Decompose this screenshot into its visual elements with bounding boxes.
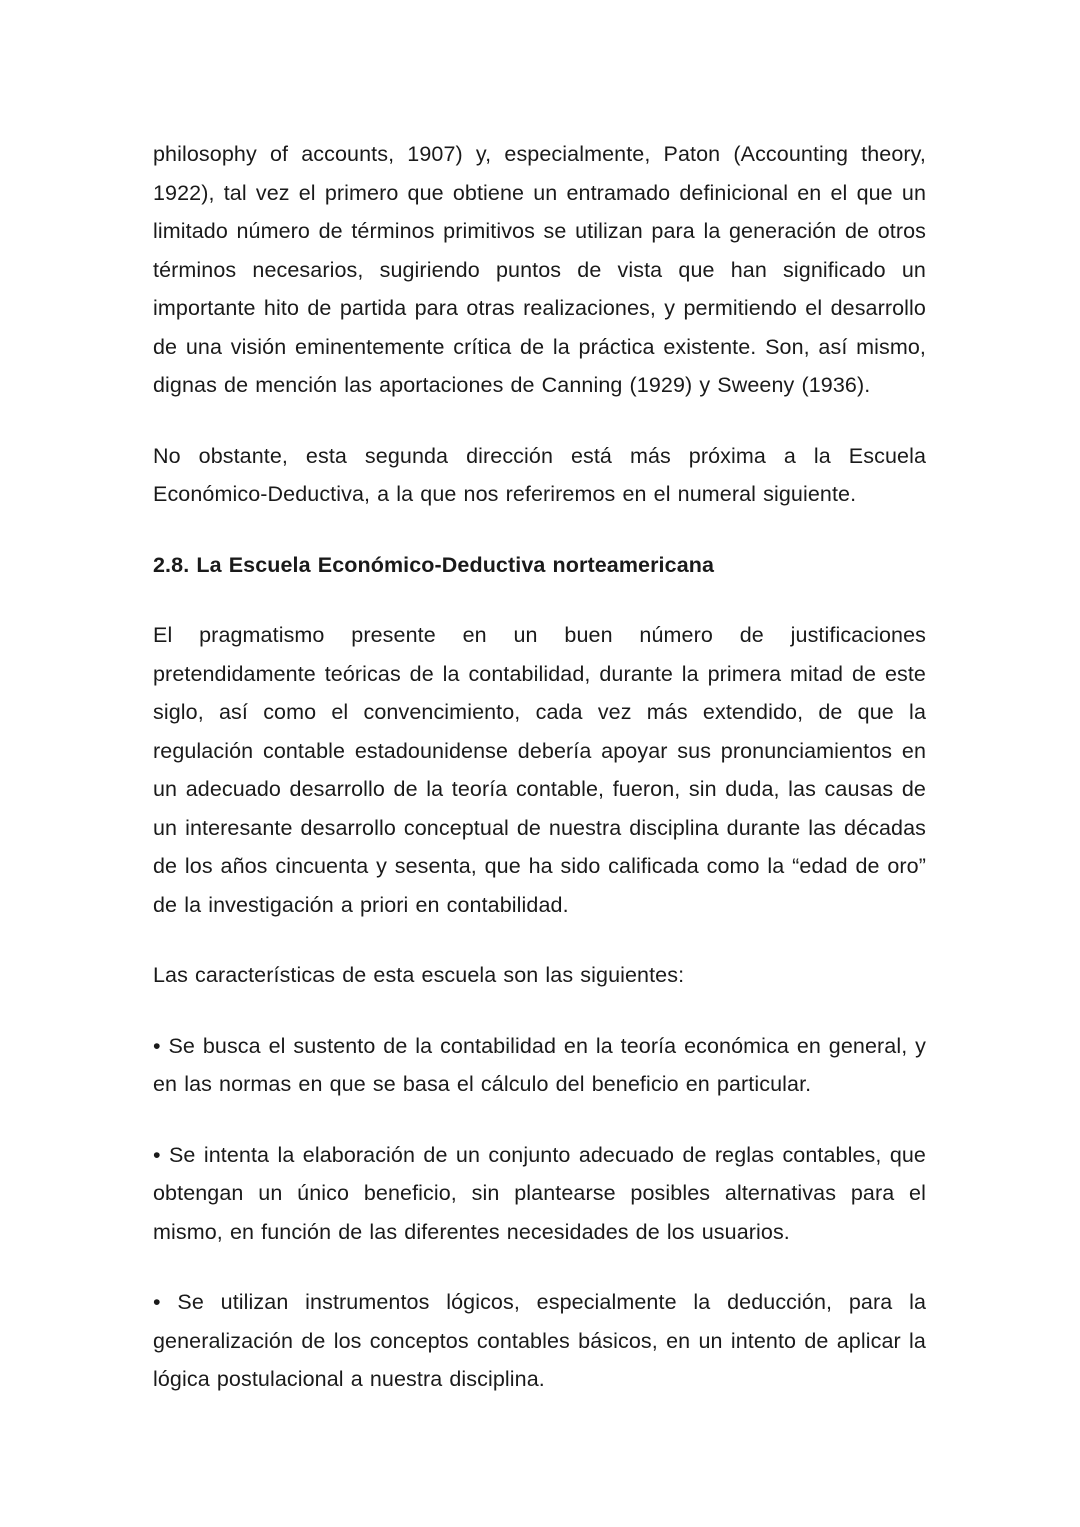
document-content	[153, 135, 926, 1399]
bullet-item-sustento: • Se busca el sustento de la contabilidad en la teoría económica en general, y en las normas en que se basa el cálculo del beneficio en particular.	[153, 1033, 926, 1096]
paragraph-continuation: philosophy of accounts, 1907) y, especialmente, Paton (Accounting theory, 1922), tal vez el primero que obtiene un entramado definicional en el que un limitado número de términos primitivos se utilizan para la generación de otros términos necesarios, sugiriendo puntos de vista que han significado un importante hito de partida para otras realizaciones, y permitiendo el desarrollo de una visión eminentemente crítica de la práctica existente. Son, así mismo, dignas de mención las aportaciones de Canning (1929) y Sweeny (1936).	[153, 142, 926, 397]
section-heading: 2.8. La Escuela Económico-Deductiva norteamericana	[153, 552, 715, 577]
bullet-item-reglas: • Se intenta la elaboración de un conjunto adecuado de reglas contables, que obtengan un único beneficio, sin plantearse posibles alternativas para el mismo, en función de las diferentes necesidades de los usuarios.	[153, 1142, 926, 1244]
paragraph-transition: No obstante, esta segunda dirección está más próxima a la Escuela Económico-Deductiva, a la que nos referiremos en el numeral siguiente.	[153, 443, 926, 506]
paragraph-pragmatismo: El pragmatismo presente en un buen número de justificaciones pretendidamente teóricas de la contabilidad, durante la primera mitad de este siglo, así como el convencimiento, cada vez más extendido, de que la regulación contable estadounidense debería apoyar sus pronunciamientos en un adecuado desarrollo de la teoría contable, fueron, sin duda, las causas de un interesante desarrollo conceptual de nuestra disciplina durante las décadas de los años cincuenta y sesenta, que ha sido calificada como la “edad de oro” de la investigación a priori en contabilidad.	[153, 623, 926, 917]
paragraph-caracteristicas-intro: Las características de esta escuela son las siguientes:	[153, 963, 685, 987]
bullet-item-instrumentos: • Se utilizan instrumentos lógicos, especialmente la deducción, para la generalización de los conceptos contables básicos, en un intento de aplicar la lógica postulacional a nuestra disciplina.	[153, 1290, 926, 1391]
